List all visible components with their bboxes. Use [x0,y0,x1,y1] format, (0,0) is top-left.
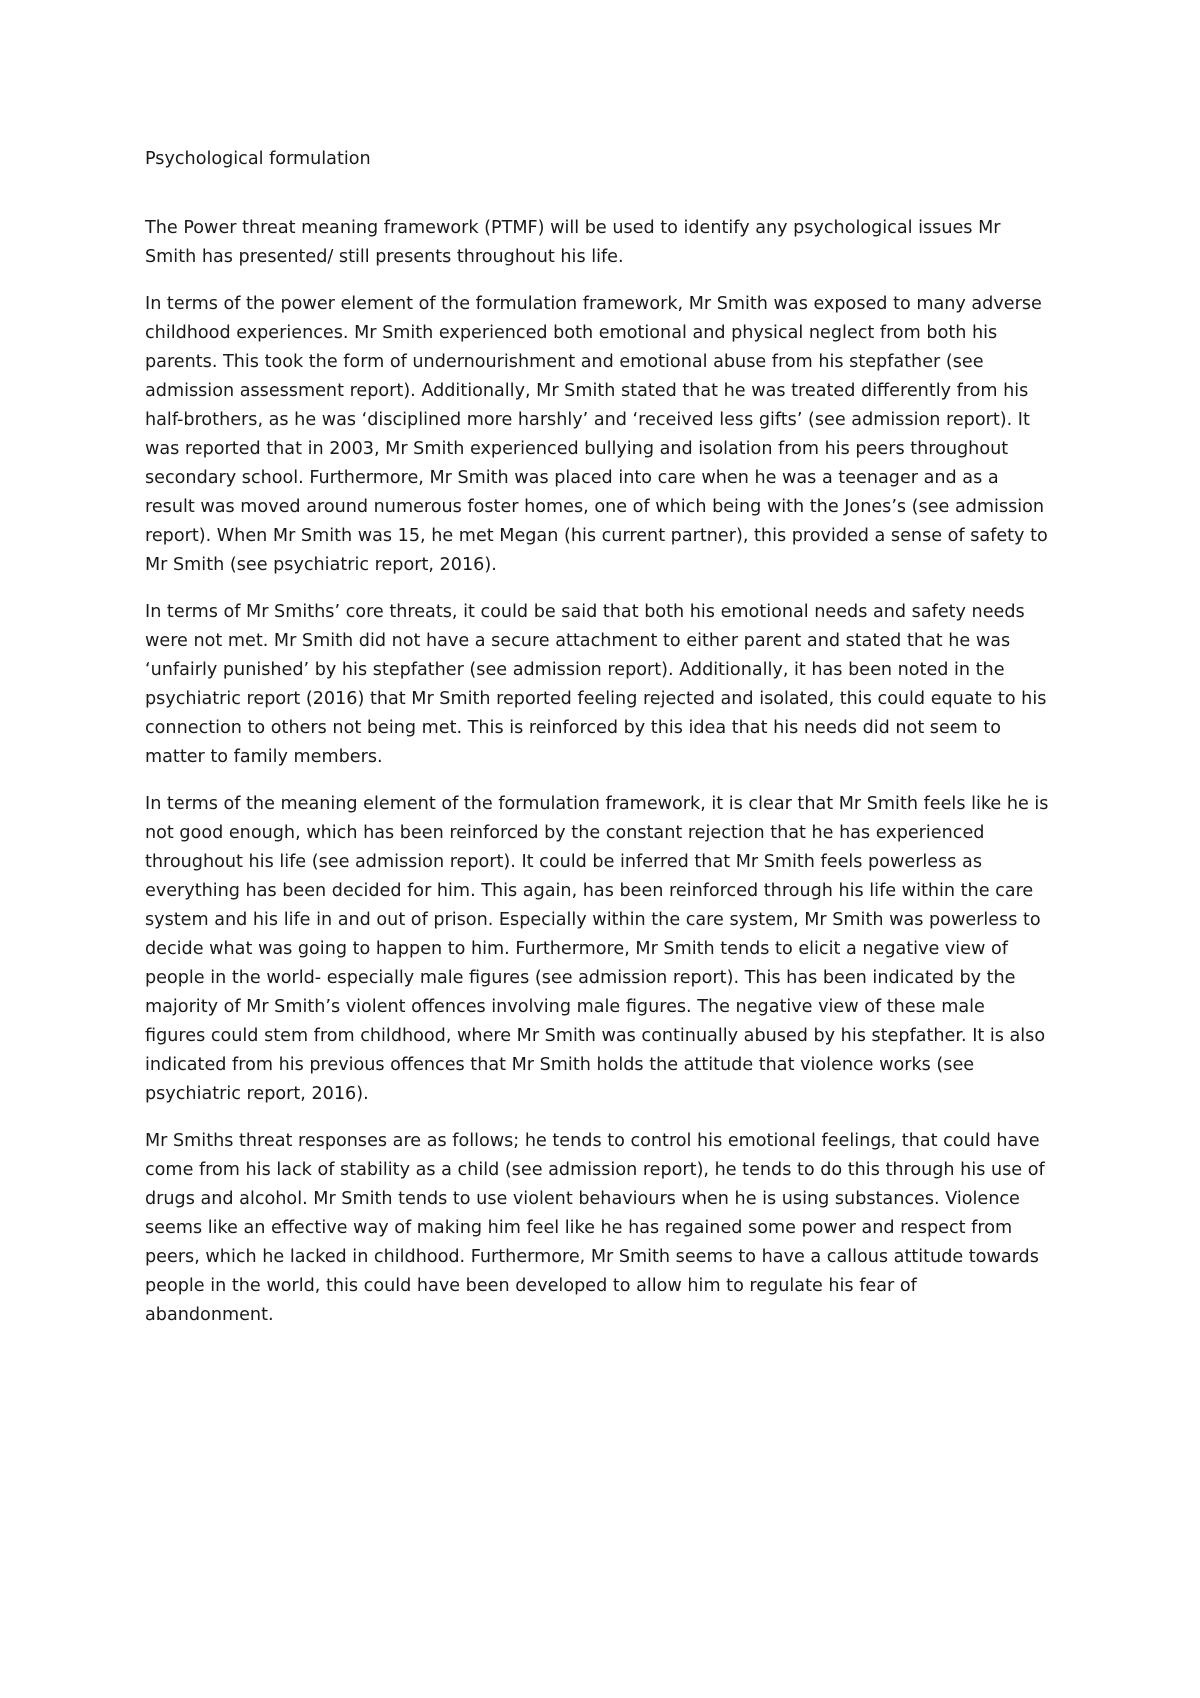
document-body [145,145,1050,1348]
paragraph-power: In terms of the power element of the formulation framework, Mr Smith was exposed to many adverse childhood experiences. Mr Smith experienced both emotional and physical neglect from both his parents. This took the form of undernourishment and emotional abuse from his stepfather (see admission assessment report). Additionally, Mr Smith stated that he was treated differently from his half-brothers, as he was ‘disciplined more harshly’ and ‘received less gifts’ (see admission report). It was reported that in 2003, Mr Smith experienced bullying and isolation from his peers throughout secondary school. Furthermore, Mr Smith was placed into care when he was a teenager and as a result was moved around numerous foster homes, one of which being with the Jones’s (see admission report). When Mr Smith was 15, he met Megan (his current partner), this provided a sense of safety to Mr Smith (see psychiatric report, 2016). [145,294,1048,575]
document-title: Psychological formulation [145,149,371,169]
paragraph-intro: The Power threat meaning framework (PTMF) will be used to identify any psychological issues Mr Smith has presented/ still presents throughout his life. [145,218,1001,267]
paragraph-threat-responses: Mr Smiths threat responses are as follows; he tends to control his emotional feelings, that could have come from his lack of stability as a child (see admission report), he tends to do this through his use of drugs and alcohol. Mr Smith tends to use violent behaviours when he is using substances. Violence seems like an effective way of making him feel like he has regained some power and respect from peers, which he lacked in childhood. Furthermore, Mr Smith seems to have a callous attitude towards people in the world, this could have been developed to allow him to regulate his fear of abandonment. [145,1131,1045,1325]
paragraph-threat: In terms of Mr Smiths’ core threats, it could be said that both his emotional needs and safety needs were not met. Mr Smith did not have a secure attachment to either parent and stated that he was ‘unfairly punished’ by his stepfather (see admission report). Additionally, it has been noted in the psychiatric report (2016) that Mr Smith reported feeling rejected and isolated, this could equate to his connection to others not being met. This is reinforced by this idea that his needs did not seem to matter to family members. [145,602,1047,767]
paragraph-meaning: In terms of the meaning element of the formulation framework, it is clear that Mr Smith feels like he is not good enough, which has been reinforced by the constant rejection that he has experienced throughout his life (see admission report). It could be inferred that Mr Smith feels powerless as everything has been decided for him. This again, has been reinforced through his life within the care system and his life in and out of prison. Especially within the care system, Mr Smith was powerless to decide what was going to happen to him. Furthermore, Mr Smith tends to elicit a negative view of people in the world- especially male figures (see admission report). This has been indicated by the majority of Mr Smith’s violent offences involving male figures. The negative view of these male figures could stem from childhood, where Mr Smith was continually abused by his stepfather. It is also indicated from his previous offences that Mr Smith holds the attitude that violence works (see psychiatric report, 2016). [145,794,1049,1104]
